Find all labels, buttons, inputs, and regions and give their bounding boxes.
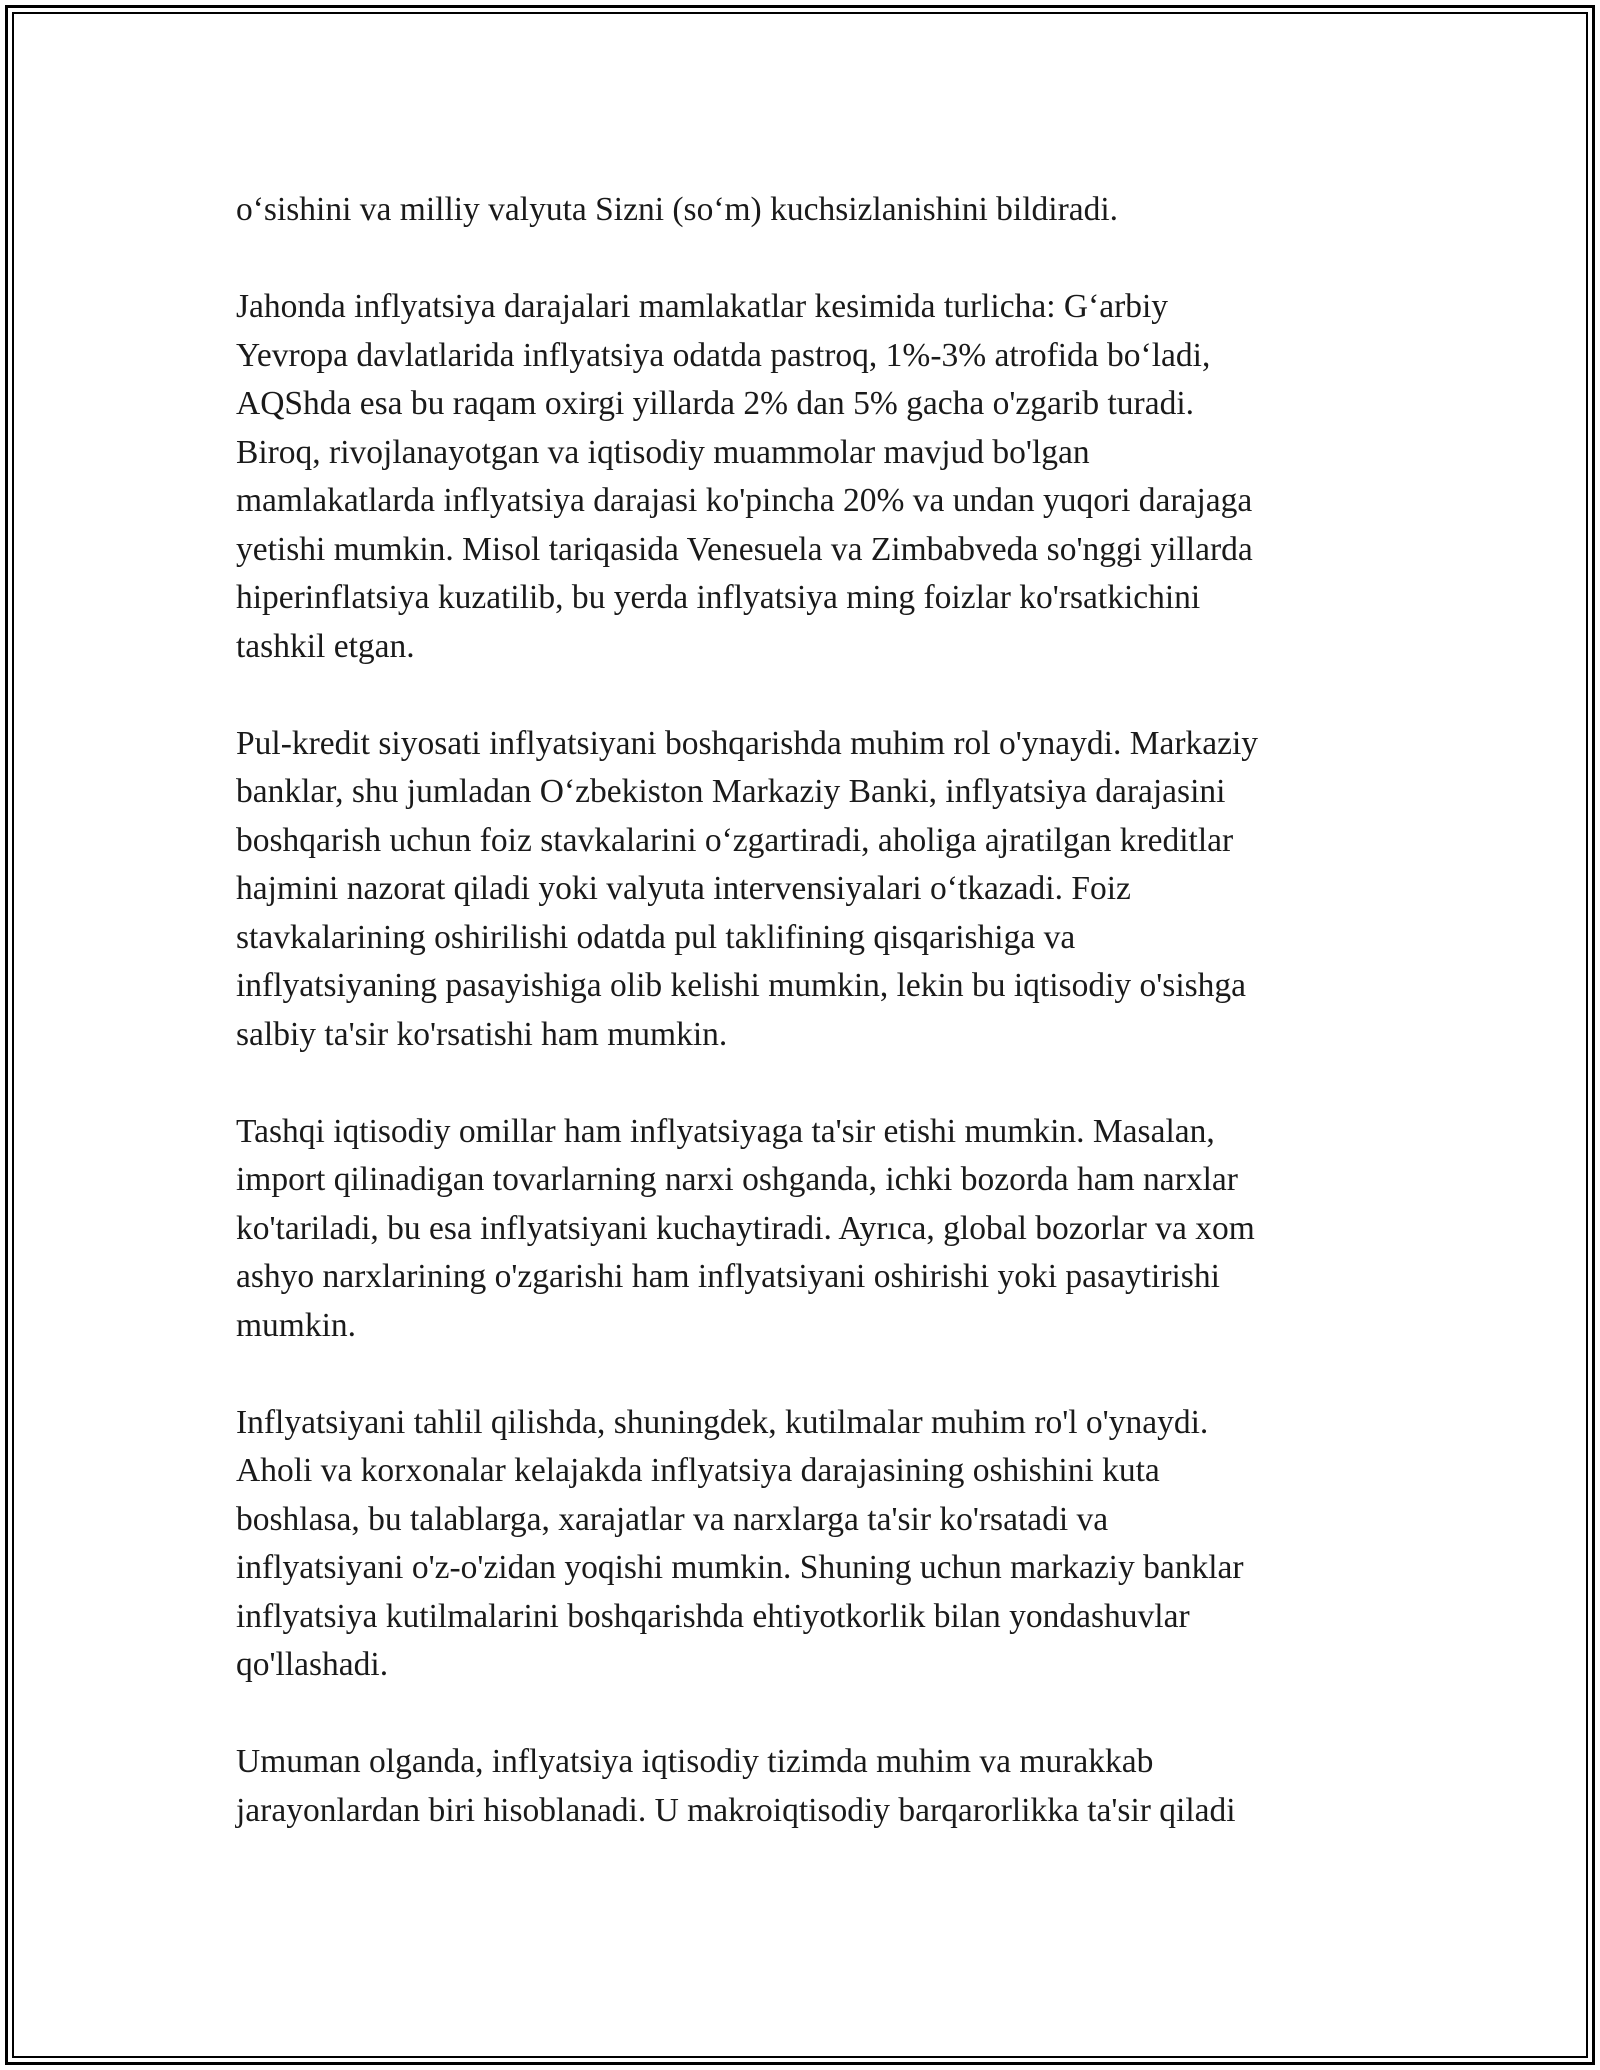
paragraph-3: Pul-kredit siyosati inflyatsiyani boshqarishda muhim rol o'ynaydi. Markaziy banklar, shu jumladan O‘zbekiston Markaziy Banki, inflyatsiya darajasini boshqarish uchun foiz stavkalarini o‘zgartiradi, aholiga ajratilgan kreditlar hajmini nazorat qiladi yoki valyuta intervensiyalari o‘tkazadi. Foiz stavkalarining oshirilishi odatda pul taklifining qisqarishiga va inflyatsiyaning pasayishiga olib kelishi mumkin, lekin bu iqtisodiy o'sishga salbiy ta'sir ko'rsatishi ham mumkin.	[236, 724, 1259, 1053]
paragraph-1: o‘sishini va milliy valyuta Sizni (so‘m) kuchsizlanishini bildiradi.	[236, 191, 1119, 228]
paragraph-6: Umuman olganda, inflyatsiya iqtisodiy tizimda muhim va murakkab jarayonlardan biri hisoblanadi. U makroiqtisodiy barqarorlikka ta'sir qiladi	[236, 1743, 1236, 1829]
paragraph-2: Jahonda inflyatsiya darajalari mamlakatlar kesimida turlicha: G‘arbiy Yevropa davlatlarida inflyatsiya odatda pastroq, 1%-3% atrofida bo‘ladi, AQShda esa bu raqam oxirgi yillarda 2% dan 5% gacha o'zgarib turadi. Biroq, rivojlanayotgan va iqtisodiy muammolar mavjud bo'lgan mamlakatlarda inflyatsiya darajasi ko'pincha 20% va undan yuqori darajaga yetishi mumkin. Misol tariqasida Venesuela va Zimbabveda so'nggi yillarda hiperinflatsiya kuzatilib, bu yerda inflyatsiya ming foizlar ko'rsatkichini tashkil etgan.	[236, 288, 1253, 665]
paragraph-5: Inflyatsiyani tahlil qilishda, shuningdek, kutilmalar muhim ro'l o'ynaydi. Aholi va korxonalar kelajakda inflyatsiya darajasining oshishini kuta boshlasa, bu talablarga, xarajatlar va narxlarga ta'sir ko'rsatadi va inflyatsiyani o'z-o'zidan yoqishi mumkin. Shuning uchun markaziy banklar inflyatsiya kutilmalarini boshqarishda ehtiyotkorlik bilan yondashuvlar qo'llashadi.	[236, 1403, 1244, 1683]
paragraph-4: Tashqi iqtisodiy omillar ham inflyatsiyaga ta'sir etishi mumkin. Masalan, import qilinadigan tovarlarning narxi oshganda, ichki bozorda ham narxlar ko'tariladi, bu esa inflyatsiyani kuchaytiradi. Ayrıca, global bozorlar va xom ashyo narxlarining o'zgarishi ham inflyatsiyani oshirishi yoki pasaytirishi mumkin.	[236, 1112, 1255, 1344]
document-body	[236, 186, 1366, 1835]
